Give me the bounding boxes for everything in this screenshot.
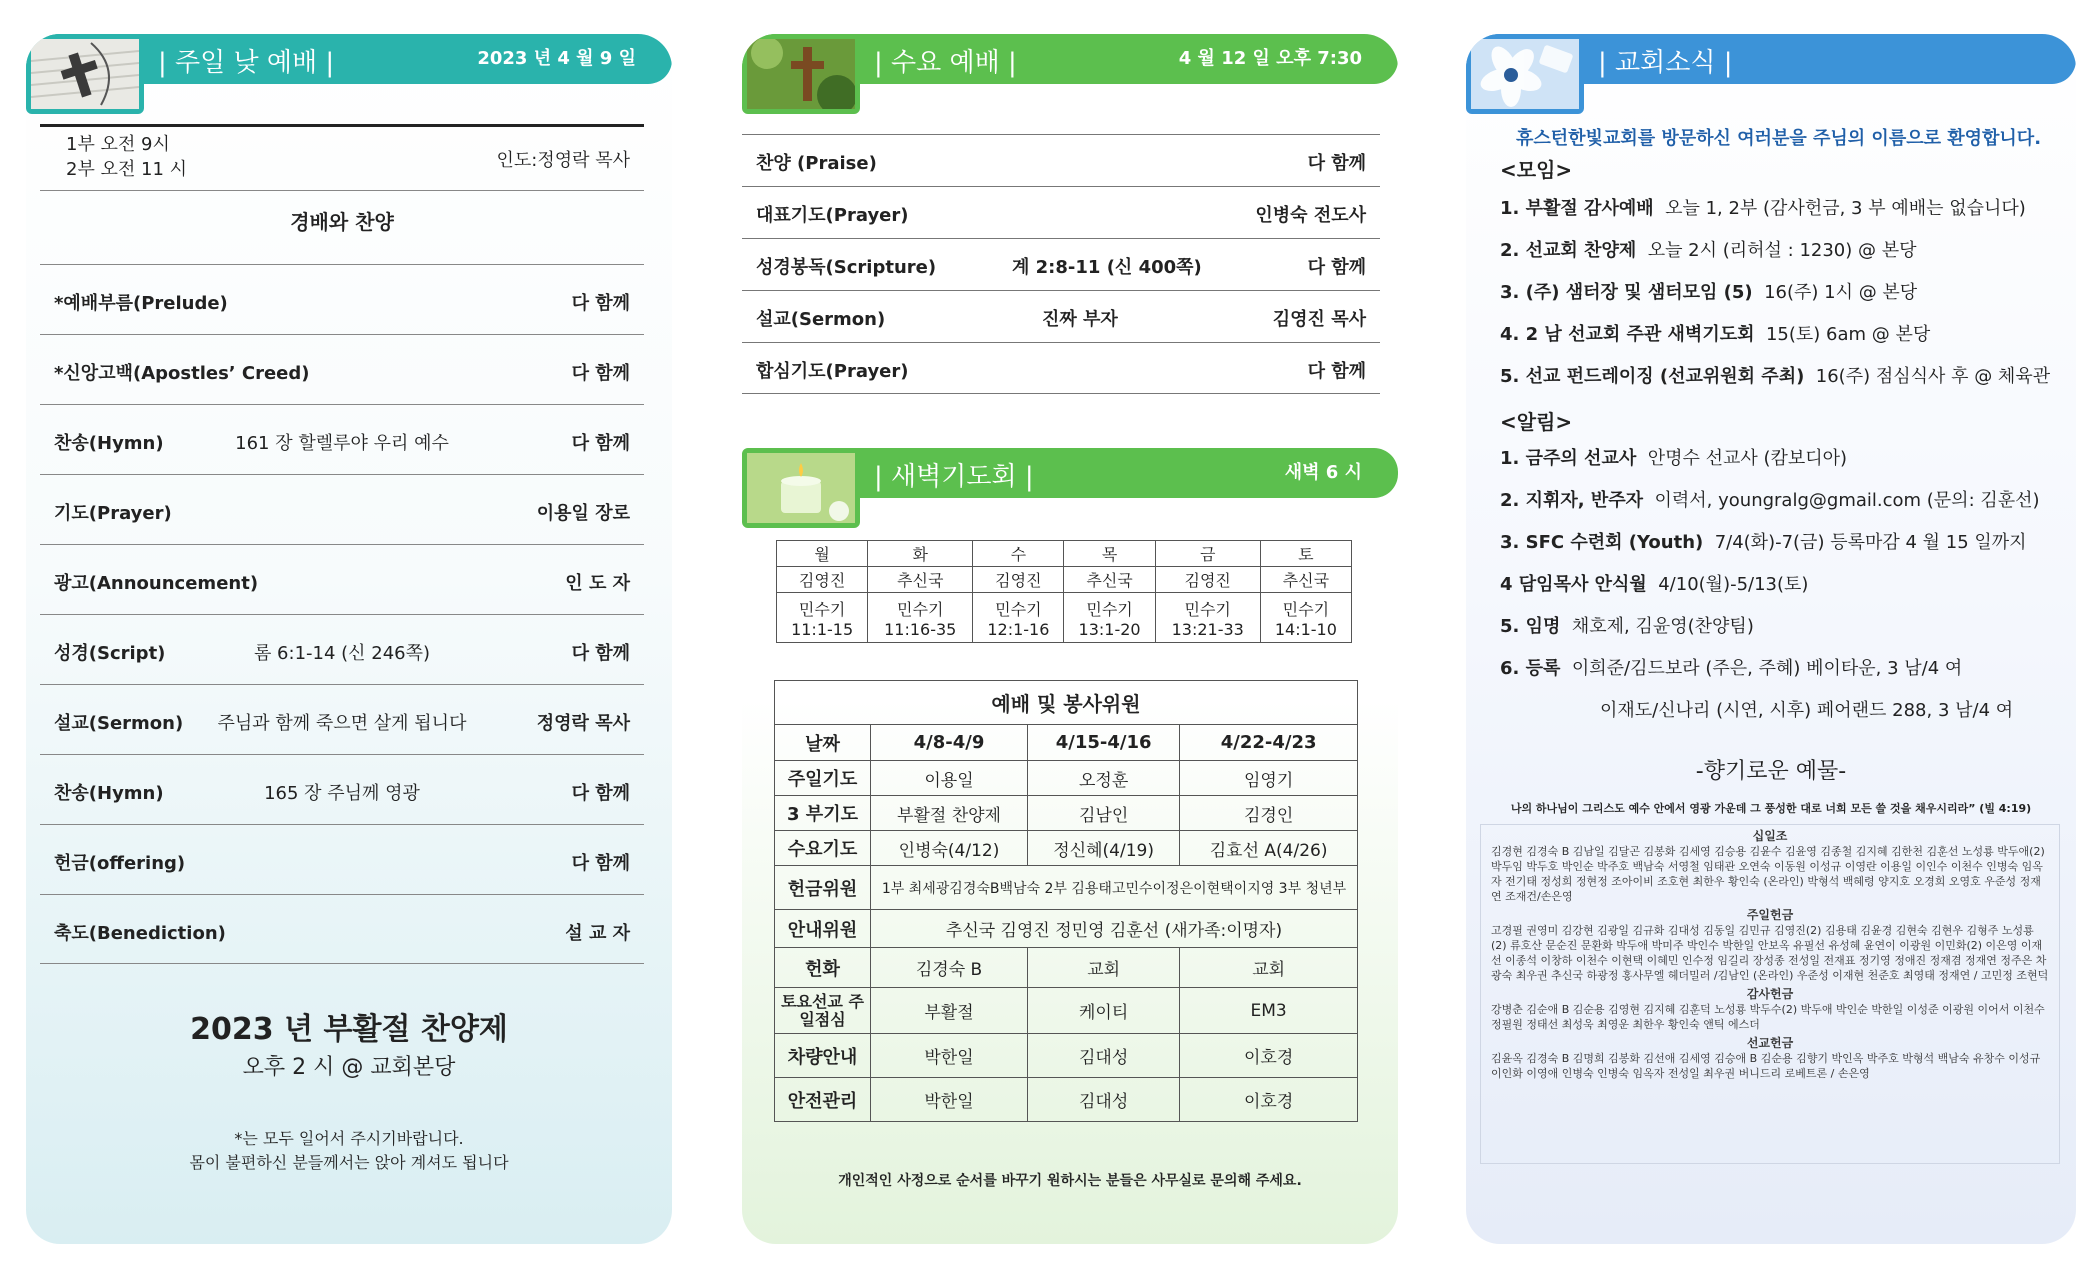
notice-detail: 채호제, 김윤영(찬양팀) (1571, 616, 1754, 637)
service-item: 설교(Sermon) (54, 713, 184, 734)
dawn-scripture (973, 593, 1064, 643)
wednesday-title: | 수요 예배 | (874, 48, 1017, 78)
notice-item (1500, 528, 2027, 554)
dawn-day: 토 (1260, 541, 1351, 567)
meeting-name: 5. 선교 펀드레이징 (선교위원회 주최) (1500, 366, 1805, 387)
notice-item (1600, 696, 2013, 722)
sunday-service-panel (26, 34, 672, 1244)
dawn-scripture (777, 593, 868, 643)
wednesday-row (742, 342, 1380, 394)
volunteer-role: 수요기도 (775, 831, 871, 866)
offering-group-title: 주일헌금 (1746, 908, 1794, 922)
meeting-item (1500, 362, 2050, 388)
wednesday-date: 4 월 12 일 오후 7:30 (1178, 48, 1362, 69)
meeting-detail: 16(주) 점심식사 후 @ 체육관 (1815, 366, 2051, 387)
service-detail: 주님과 함께 죽으면 살게 됩니다 (217, 713, 467, 734)
service-row (40, 754, 644, 824)
notice-detail: 7/4(화)-7(금) 등록마감 4 월 15 일까지 (1714, 532, 2027, 553)
meeting-detail: 15(토) 6am @ 본당 (1765, 324, 1931, 345)
volunteer-role: 안전관리 (775, 1078, 871, 1122)
volunteer-row (775, 796, 1358, 831)
wednesday-item: 합심기도(Prayer) (756, 361, 909, 382)
service-row (40, 824, 644, 894)
service-row (40, 404, 644, 474)
notice-item (1500, 486, 2040, 512)
service-person: 다 함께 (571, 363, 630, 384)
dawn-book: 민수기 (798, 599, 846, 619)
volunteer-cell: 교회 (1180, 948, 1358, 988)
dawn-time: 새벽 6 시 (1284, 462, 1362, 483)
meeting-item (1500, 320, 1930, 346)
dawn-book: 민수기 (995, 599, 1042, 619)
wednesday-row (742, 290, 1380, 342)
notice-name: 5. 임명 (1500, 616, 1561, 637)
notice-detail: 4/10(월)-5/13(토) (1658, 574, 1809, 595)
volunteer-row (775, 1078, 1358, 1122)
volunteer-role: 차량안내 (775, 1034, 871, 1078)
meeting-item (1500, 278, 1917, 304)
notice-item (1500, 654, 1962, 680)
dawn-book: 민수기 (897, 599, 944, 619)
notice-item (1500, 612, 1754, 638)
offering-group-names: 강병춘 김순애 B 김순용 김영현 김지혜 김훈덕 노성룡 박두수(2) 박두애 박인순 박한일 이성준 이광원 이어서 이천수 정필원 정태선 최성욱 최영운 최한우 황인숙 앤틱 에스더 (1491, 1003, 2045, 1031)
sunday-time-2: 2부 오전 11 시 (66, 159, 188, 180)
wooden-cross-photo-icon (742, 34, 860, 114)
volunteer-title: 예배 및 봉사위원 (775, 681, 1358, 725)
service-item: *신앙고백(Apostles’ Creed) (54, 363, 310, 384)
wednesday-item: 찬양 (Praise) (756, 153, 877, 174)
dawn-book: 민수기 (1282, 599, 1330, 619)
flower-photo-icon (1466, 34, 1584, 114)
wednesday-person: 김영진 목사 (1272, 309, 1366, 330)
notice-item (1500, 444, 1847, 470)
dawn-leader: 추신국 (1064, 567, 1155, 593)
offering-group-title: 선교헌금 (1746, 1036, 1794, 1050)
dawn-leader: 추신국 (868, 567, 973, 593)
volunteer-row (775, 948, 1358, 988)
service-item: 축도(Benediction) (54, 923, 226, 944)
volunteer-cell: 정신혜(4/19) (1028, 831, 1180, 866)
dawn-day: 월 (777, 541, 868, 567)
volunteer-cell: 김남인 (1028, 796, 1180, 831)
welcome-message: 휴스턴한빛교회를 방문하신 여러분을 주님의 이름으로 환영합니다. (1516, 128, 2042, 149)
volunteer-cell: 김대성 (1028, 1034, 1180, 1078)
offering-verse: 나의 하나님이 그리스도 예수 안에서 영광 가운데 그 풍성한 대로 너희 모든 쓸 것을 채우시리라” (빌 4:19) (1510, 802, 2032, 815)
volunteer-cell: EM3 (1180, 988, 1358, 1034)
service-detail: 165 장 주님께 영광 (264, 783, 420, 804)
wednesday-person: 다 함께 (1307, 257, 1366, 278)
dawn-verse: 11:1-15 (791, 619, 854, 639)
dawn-verse: 11:16-35 (884, 619, 957, 639)
notice-name: 1. 금주의 선교사 (1500, 448, 1637, 469)
easter-event-time: 오후 2 시 @ 교회본당 (242, 1055, 456, 1080)
dawn-leader: 추신국 (1260, 567, 1351, 593)
sunday-leader: 인도:정영락 목사 (496, 150, 630, 171)
meeting-name: 3. (주) 샘터장 및 샘터모임 (5) (1500, 282, 1753, 303)
sunday-title: | 주일 낮 예배 | (158, 48, 335, 78)
meeting-detail: 오늘 1, 2부 (감사헌금, 3 부 예배는 없습니다) (1665, 198, 2026, 219)
dawn-leader: 김영진 (1155, 567, 1260, 593)
dawn-scripture-row (777, 593, 1352, 643)
service-item: *예배부름(Prelude) (54, 293, 228, 314)
offering-group-title: 십일조 (1752, 829, 1788, 843)
volunteer-role: 안내위원 (775, 910, 871, 948)
offering-group-names: 김윤옥 김경숙 B 김명희 김봉화 김선애 김세영 김승애 B 김순용 김향기 박인옥 박주호 박형석 백남숙 유창수 이성규 이인화 이영애 인병숙 인병숙 임옥자 전성일 최우권 버니드리 로베트론 / 손은영 (1491, 1052, 2041, 1080)
notice-name: 3. SFC 수련회 (Youth) (1500, 532, 1704, 553)
notice-item (1500, 570, 1808, 596)
volunteer-cell: 이호경 (1180, 1078, 1358, 1122)
volunteer-cell: 김경숙 B (871, 948, 1028, 988)
meeting-detail: 오늘 2시 (리허설 : 1230) @ 본당 (1647, 240, 1917, 261)
service-row (40, 474, 644, 544)
dawn-day: 화 (868, 541, 973, 567)
service-detail: 161 장 할렐루야 우리 예수 (235, 433, 449, 454)
volunteer-row (775, 910, 1358, 948)
volunteer-role: 토요선교 주일점심 (775, 988, 871, 1034)
volunteer-row (775, 761, 1358, 796)
wednesday-person: 다 함께 (1307, 361, 1366, 382)
volunteer-header: 4/15-4/16 (1028, 725, 1180, 761)
volunteer-cell: 박한일 (871, 1078, 1028, 1122)
dawn-day: 금 (1155, 541, 1260, 567)
service-detail: 롬 6:1-14 (신 246쪽) (253, 643, 431, 664)
sunday-time-1: 1부 오전 9시 (66, 134, 170, 155)
wednesday-row (742, 186, 1380, 238)
wednesday-panel (742, 34, 1398, 1244)
wednesday-detail: 진짜 부자 (1042, 309, 1118, 330)
service-row (40, 894, 644, 964)
volunteer-row (775, 831, 1358, 866)
service-person: 다 함께 (571, 643, 630, 664)
notice-detail: 이력서, youngralg@gmail.com (문의: 김훈선) (1654, 490, 2040, 511)
service-person: 정영락 목사 (536, 713, 630, 734)
volunteer-cell: 박한일 (871, 1034, 1028, 1078)
meetings-label: <모임> (1500, 158, 1573, 182)
service-row (40, 264, 644, 334)
service-row (40, 614, 644, 684)
bible-cross-photo-icon (26, 34, 144, 114)
offering-group-names: 김경현 김경숙 B 김남일 김달곤 김봉화 김세영 김승용 김윤수 김윤영 김종철 김지혜 김한천 김훈선 노성룡 박두애(2) 박두임 박두호 박인순 박주호 백남숙 서영철 임태관 오연숙 이동원 이성규 이영란 이용일 이인수 이천수 인병숙 임옥자 전기태 정성희 정현정 조아이비 조호현 최한우 황인숙 (온라인) 박형석 백혜령 양지호 오경희 오영호 우준성 정재연 조재건/손은영 (1491, 845, 2045, 903)
volunteer-header-row (775, 725, 1358, 761)
service-row (40, 334, 644, 404)
offering-group-title: 감사헌금 (1746, 987, 1794, 1001)
dawn-day: 목 (1064, 541, 1155, 567)
offering-list (1480, 824, 2060, 1164)
easter-event-title: 2023 년 부활절 찬양제 (190, 1012, 508, 1047)
volunteer-cell: 이호경 (1180, 1034, 1358, 1078)
dawn-scripture (1260, 593, 1351, 643)
service-person: 다 함께 (571, 433, 630, 454)
dawn-verse: 13:21-33 (1171, 619, 1244, 639)
dawn-title: | 새벽기도회 | (874, 462, 1034, 492)
dawn-verse: 14:1-10 (1274, 619, 1337, 639)
wednesday-item: 대표기도(Prayer) (756, 205, 909, 226)
offering-committee: 1부 최세광김경숙B백남숙 2부 김용태고민수이정은이현택이지영 3부 청년부 (871, 866, 1358, 910)
volunteer-cell: 케이티 (1028, 988, 1180, 1034)
notice-name: 2. 지휘자, 반주자 (1500, 490, 1644, 511)
sunday-heading: 경배와 찬양 (290, 210, 394, 234)
volunteer-title-row (775, 681, 1358, 725)
meeting-name: 4. 2 남 선교회 주관 새벽기도회 (1500, 324, 1755, 345)
meeting-detail: 16(주) 1시 @ 본당 (1764, 282, 1918, 303)
offering-group-names: 고경필 권영미 김강현 김광일 김규화 김대성 김동일 김민규 김영진(2) 김용태 김윤경 김현숙 김현우 김형주 노성룡(2) 류호산 문순진 문환화 박두애 박미주 박인수 박한일 안보옥 유필선 유성혜 윤연이 이광원 이민화(2) 이은영 이재선 이종석 이창하 이천수 이현택 이혜민 인수정 임길리 장성종 전성일 전재표 정기영 정애진 정재겸 정재연 정주은 차광숙 최우권 추신국 하광정 홍사무엘 헤더밀러 /김남인 (온라인) 우준성 이재현 천준호 최영태 정재연 / 고민정 조현덕 (1491, 924, 2049, 982)
meeting-name: 1. 부활절 감사예배 (1500, 198, 1654, 219)
volunteer-role: 주일기도 (775, 761, 871, 796)
volunteer-row (775, 866, 1358, 910)
volunteer-cell: 김경인 (1180, 796, 1358, 831)
standing-note: *는 모두 일어서 주시기바랍니다. (234, 1129, 464, 1148)
dawn-leader: 김영진 (777, 567, 868, 593)
volunteer-header: 4/22-4/23 (1180, 725, 1358, 761)
wednesday-item: 성경봉독(Scripture) (756, 257, 937, 278)
wednesday-detail: 계 2:8-11 (신 400쪽) (1012, 257, 1202, 278)
volunteer-cell: 부활절 (871, 988, 1028, 1034)
meeting-item (1500, 236, 1917, 262)
notice-detail: 이재도/신나리 (시연, 시후) 페어랜드 288, 3 남/4 여 (1600, 700, 2014, 721)
volunteer-header: 날짜 (775, 725, 871, 761)
service-person: 설 교 자 (565, 923, 630, 944)
service-person: 이용일 장로 (536, 503, 630, 524)
schedule-change-note: 개인적인 사정으로 순서를 바꾸기 원하시는 분들은 사무실로 문의해 주세요. (838, 1173, 1302, 1189)
volunteer-cell: 교회 (1028, 948, 1180, 988)
service-person: 인 도 자 (565, 573, 630, 594)
wednesday-person: 인병숙 전도사 (1255, 205, 1366, 226)
sitting-note: 몸이 불편하신 분들께서는 앉아 계셔도 됩니다 (189, 1153, 509, 1172)
service-person: 다 함께 (571, 783, 630, 804)
service-item: 광고(Announcement) (54, 573, 259, 594)
service-item: 찬송(Hymn) (54, 783, 164, 804)
news-title: | 교회소식 | (1598, 48, 1733, 78)
dawn-verse: 12:1-16 (987, 619, 1050, 639)
dawn-verse: 13:1-20 (1078, 619, 1141, 639)
service-person: 다 함께 (571, 853, 630, 874)
meeting-item (1500, 194, 2026, 220)
wednesday-item: 설교(Sermon) (756, 309, 886, 330)
volunteer-table (774, 680, 1358, 1122)
volunteer-role: 3 부기도 (775, 796, 871, 831)
wednesday-row (742, 238, 1380, 290)
service-item: 찬송(Hymn) (54, 433, 164, 454)
dawn-book: 민수기 (1086, 599, 1133, 619)
service-item: 헌금(offering) (54, 853, 186, 874)
volunteer-row (775, 988, 1358, 1034)
service-row (40, 684, 644, 754)
volunteer-role: 헌금위원 (775, 866, 871, 910)
wednesday-person: 다 함께 (1307, 153, 1366, 174)
volunteer-header: 4/8-4/9 (871, 725, 1028, 761)
sunday-date: 2023 년 4 월 9 일 (477, 48, 636, 69)
candle-photo-icon (742, 448, 860, 528)
dawn-schedule-table (776, 540, 1352, 643)
notice-detail: 안명수 선교사 (캄보디아) (1647, 448, 1848, 469)
service-item: 성경(Script) (54, 643, 166, 664)
sunday-times (66, 132, 187, 182)
dawn-day: 수 (973, 541, 1064, 567)
volunteer-cell: 부활절 찬양제 (871, 796, 1028, 831)
notice-name: 6. 등록 (1500, 658, 1561, 679)
volunteer-cell: 김효선 A(4/26) (1180, 831, 1358, 866)
volunteer-cell: 오정훈 (1028, 761, 1180, 796)
notice-name: 4 담임목사 안식월 (1500, 574, 1647, 595)
service-item: 기도(Prayer) (54, 503, 172, 524)
service-person: 다 함께 (571, 293, 630, 314)
church-news-panel (1466, 34, 2076, 1244)
wednesday-row (742, 134, 1380, 186)
dawn-day-row (777, 541, 1352, 567)
usher-committee: 추신국 김영진 정민영 김훈선 (새가족:이명자) (871, 910, 1358, 948)
volunteer-cell: 인병숙(4/12) (871, 831, 1028, 866)
notice-detail: 이희준/김드보라 (주은, 주혜) 베이타운, 3 남/4 여 (1571, 658, 1963, 679)
service-row (40, 544, 644, 614)
volunteer-row (775, 1034, 1358, 1078)
dawn-scripture (1064, 593, 1155, 643)
notices-label: <알림> (1500, 410, 1573, 434)
volunteer-role: 헌화 (775, 948, 871, 988)
dawn-scripture (1155, 593, 1260, 643)
dawn-scripture (868, 593, 973, 643)
volunteer-cell: 임영기 (1180, 761, 1358, 796)
dawn-leader: 김영진 (973, 567, 1064, 593)
volunteer-cell: 김대성 (1028, 1078, 1180, 1122)
dawn-book: 민수기 (1184, 599, 1231, 619)
dawn-leader-row (777, 567, 1352, 593)
offering-title: -향기로운 예물- (1695, 759, 1847, 784)
volunteer-cell: 이용일 (871, 761, 1028, 796)
meeting-name: 2. 선교회 찬양제 (1500, 240, 1637, 261)
